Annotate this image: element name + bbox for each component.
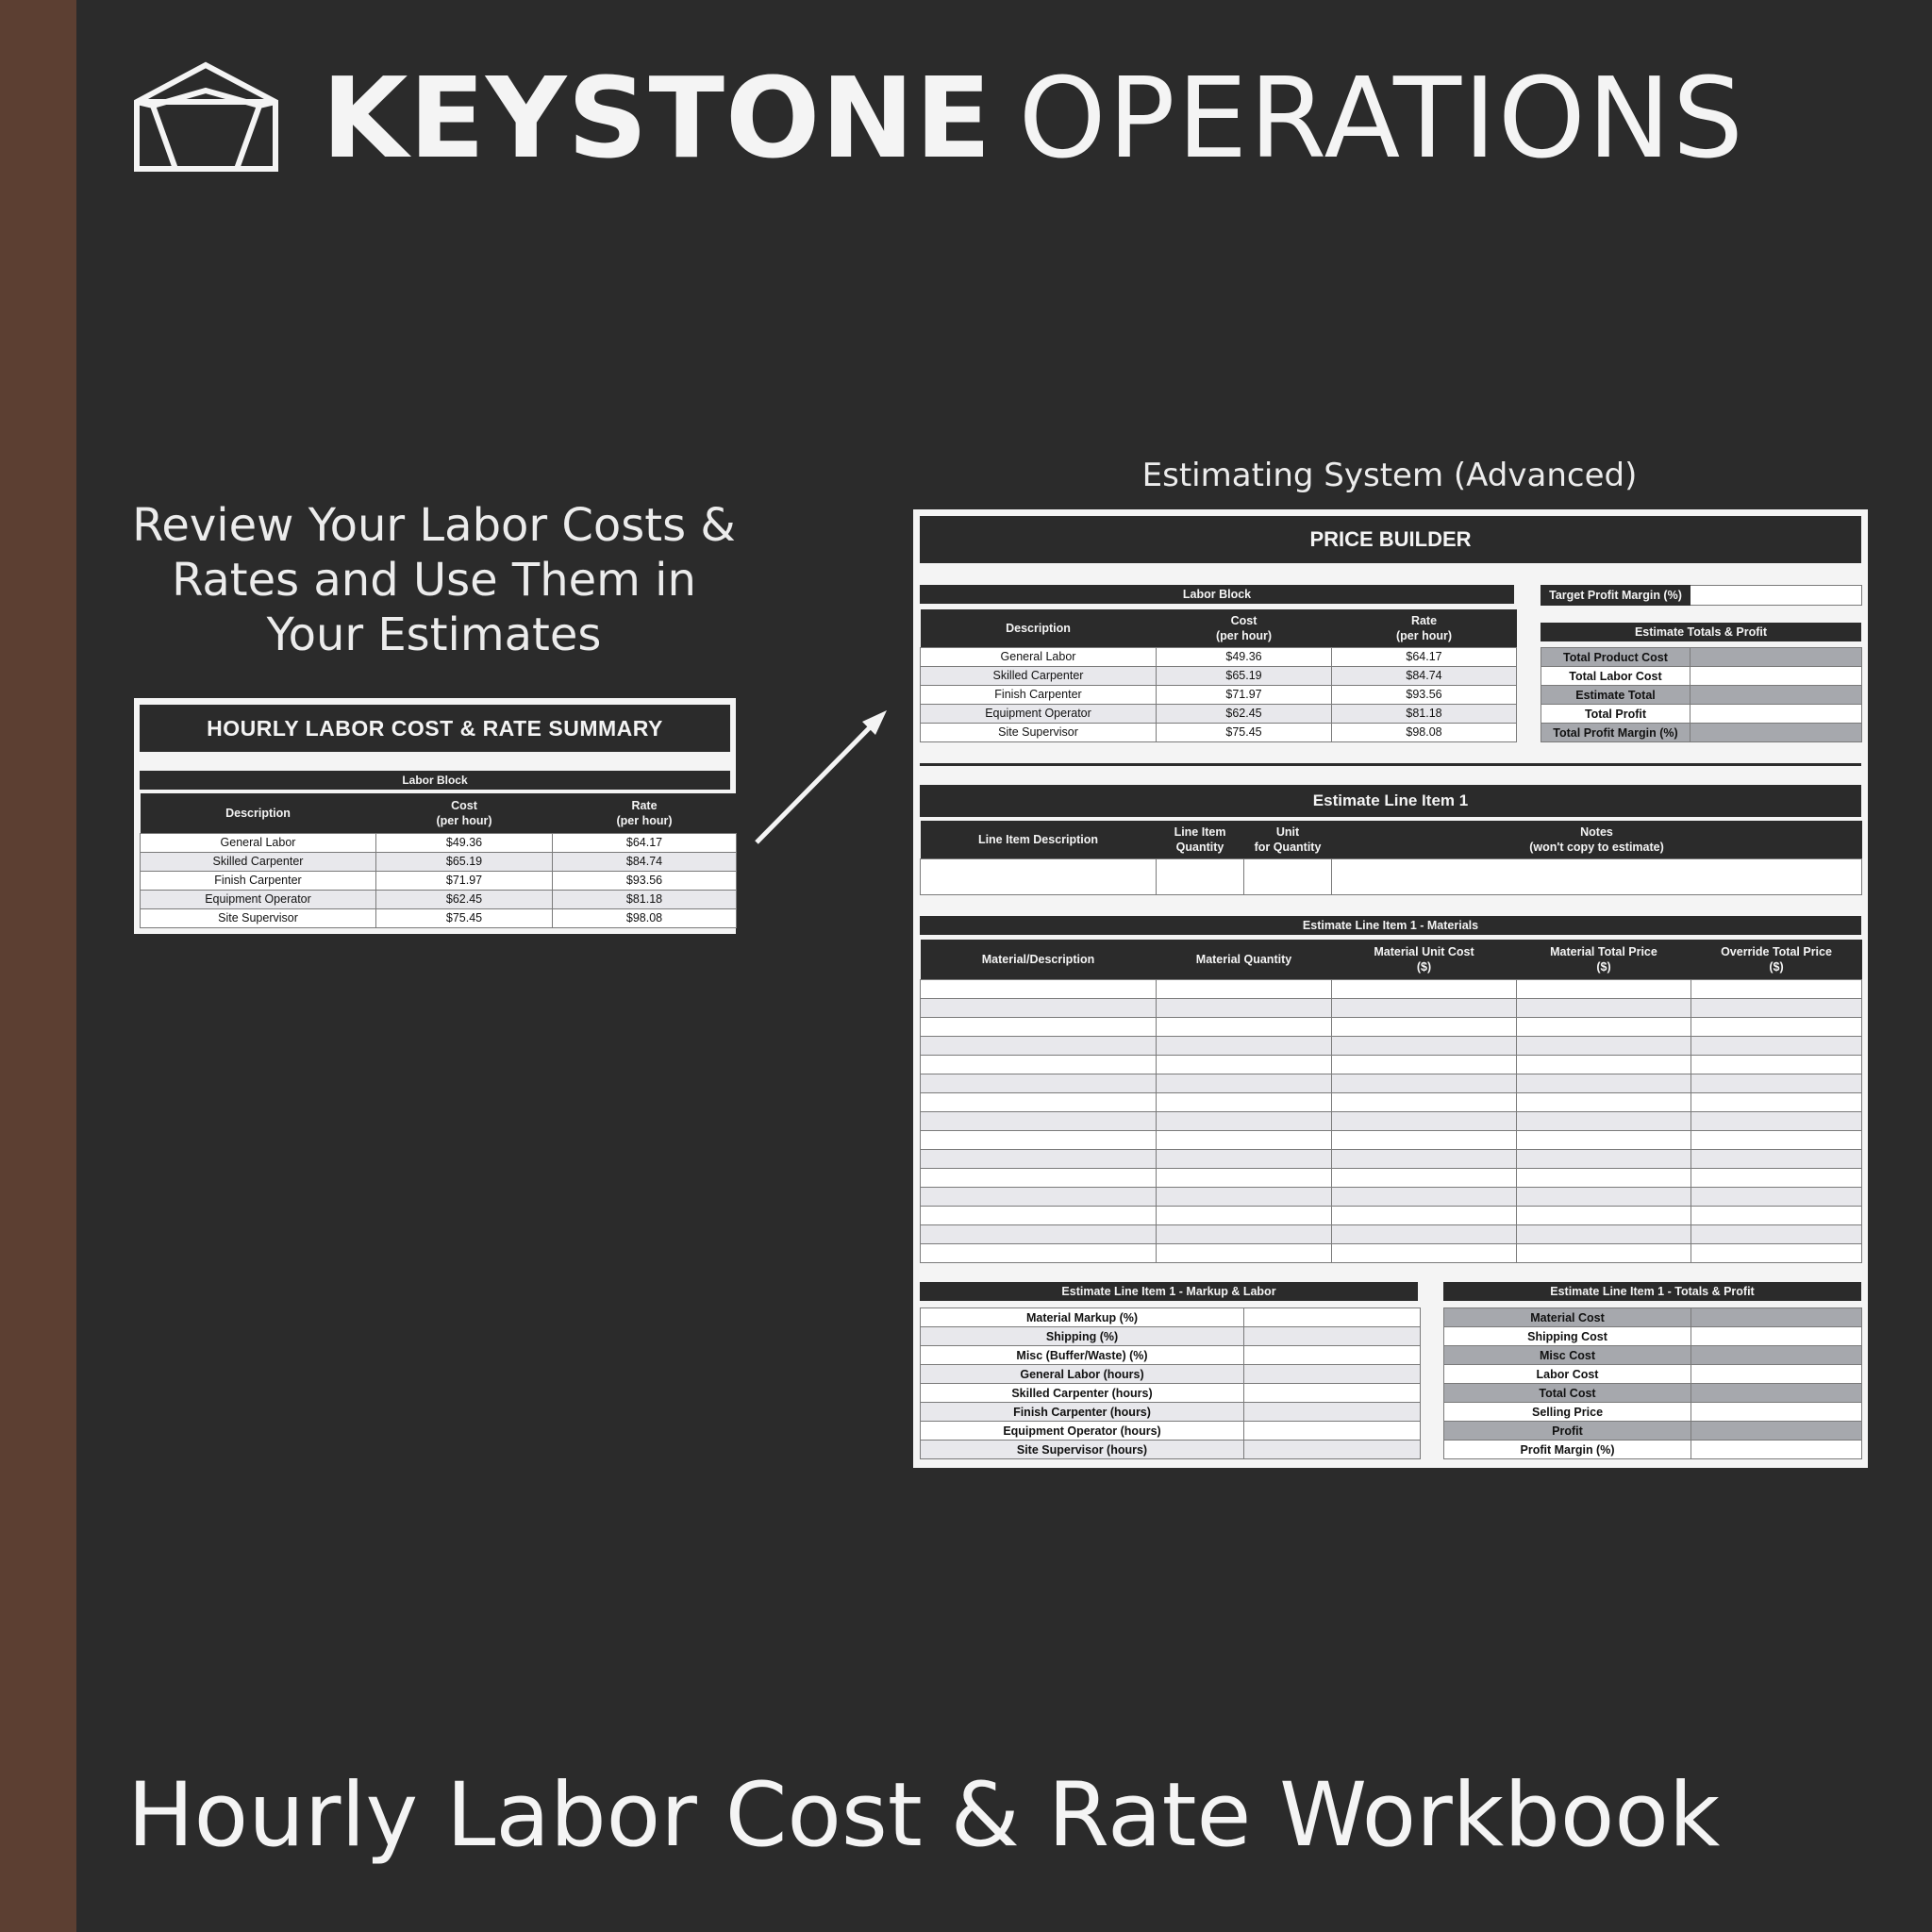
table-row [921,1365,1421,1384]
row-rate[interactable]: $98.08 [1332,723,1517,741]
material-unit-cost-cell[interactable] [1332,998,1517,1017]
table-row [1444,1308,1862,1327]
material-quantity-cell[interactable] [1157,1187,1332,1206]
row-rate[interactable]: $93.56 [1332,685,1517,704]
material-description-cell[interactable] [921,1168,1157,1187]
row-description[interactable]: Skilled Carpenter [141,852,376,871]
material-description-cell[interactable] [921,1055,1157,1074]
labor-block-table [920,609,1517,742]
table-row [1541,705,1862,724]
markup-input[interactable] [1244,1327,1421,1346]
material-total-price-cell[interactable] [1517,1243,1691,1262]
table-row [141,852,737,871]
material-unit-cost-cell[interactable] [1332,1206,1517,1224]
material-quantity-cell[interactable] [1157,1092,1332,1111]
material-unit-cost-cell[interactable] [1332,1036,1517,1055]
material-unit-cost-cell[interactable] [1332,1168,1517,1187]
tagline-line: Your Estimates [266,608,602,661]
line-total-value[interactable] [1691,1403,1862,1422]
row-description[interactable]: Equipment Operator [141,890,376,908]
material-quantity-cell[interactable] [1157,1055,1332,1074]
col-header-material-total-price: Material Total Price ($) [1517,940,1691,979]
labor-block-label: Labor Block [920,585,1514,604]
material-quantity-cell[interactable] [1157,1036,1332,1055]
target-margin-table [1541,585,1862,606]
table-row [921,1168,1862,1187]
material-unit-cost-cell[interactable] [1332,1092,1517,1111]
brand-name-light: OPERATIONS [1018,53,1745,183]
estimate-totals-label: Estimate Totals & Profit [1541,623,1861,641]
summary-block-label: Labor Block [140,771,730,790]
markup-labor-table [920,1307,1421,1459]
markup-input[interactable] [1244,1346,1421,1365]
col-header-material-quantity: Material Quantity [1157,940,1332,979]
override-total-price-cell[interactable] [1691,1017,1862,1036]
table-row [921,1441,1421,1459]
row-cost[interactable]: $65.19 [1157,666,1332,685]
markup-label: Shipping (%) [921,1327,1244,1346]
line-total-label: Profit [1444,1422,1691,1441]
line-total-label: Misc Cost [1444,1346,1691,1365]
markup-input[interactable] [1244,1384,1421,1403]
override-total-price-cell[interactable] [1691,1130,1862,1149]
material-quantity-cell[interactable] [1157,1206,1332,1224]
line-item-description-input[interactable] [921,858,1157,894]
material-quantity-cell[interactable] [1157,1243,1332,1262]
material-total-price-cell[interactable] [1517,1055,1691,1074]
table-row [921,1111,1862,1130]
override-total-price-cell[interactable] [1691,1168,1862,1187]
material-total-price-cell[interactable] [1517,1206,1691,1224]
material-description-cell[interactable] [921,1243,1157,1262]
material-description-cell[interactable] [921,1224,1157,1243]
table-row [1541,648,1862,667]
material-quantity-cell[interactable] [1157,1130,1332,1149]
table-row [1444,1365,1862,1384]
override-total-price-cell[interactable] [1691,1243,1862,1262]
material-description-cell[interactable] [921,1111,1157,1130]
table-row [921,1149,1862,1168]
materials-label: Estimate Line Item 1 - Materials [920,916,1861,935]
markup-label: Misc (Buffer/Waste) (%) [921,1346,1244,1365]
line-total-label: Total Cost [1444,1384,1691,1403]
table-row [1444,1422,1862,1441]
override-total-price-cell[interactable] [1691,1036,1862,1055]
override-total-price-cell[interactable] [1691,998,1862,1017]
material-total-price-cell[interactable] [1517,1111,1691,1130]
labor-summary-card [134,698,736,934]
table-row [1444,1441,1862,1459]
table-row [1541,724,1862,742]
table-row [921,1130,1862,1149]
row-rate[interactable]: $64.17 [1332,647,1517,666]
col-header-unit: Unit for Quantity [1244,821,1332,858]
material-unit-cost-cell[interactable] [1332,1149,1517,1168]
row-description[interactable]: General Labor [141,833,376,852]
override-total-price-cell[interactable] [1691,979,1862,998]
markup-input[interactable] [1244,1308,1421,1327]
material-total-price-cell[interactable] [1517,1168,1691,1187]
table-row [921,1055,1862,1074]
row-rate[interactable]: $84.74 [553,852,737,871]
material-description-cell[interactable] [921,979,1157,998]
row-cost[interactable]: $49.36 [376,833,553,852]
markup-label: General Labor (hours) [921,1365,1244,1384]
col-header-description: Description [141,793,376,833]
brand-name-bold: KEYSTONE [322,53,992,183]
table-row [141,890,737,908]
override-total-price-cell[interactable] [1691,1206,1862,1224]
line-total-label: Material Cost [1444,1308,1691,1327]
target-margin-input[interactable] [1690,586,1862,606]
override-total-price-cell[interactable] [1691,1224,1862,1243]
material-unit-cost-cell[interactable] [1332,1017,1517,1036]
material-description-cell[interactable] [921,1036,1157,1055]
row-cost[interactable]: $62.45 [376,890,553,908]
line-total-value[interactable] [1691,1422,1862,1441]
table-row [921,998,1862,1017]
total-value[interactable] [1690,667,1862,686]
material-total-price-cell[interactable] [1517,1074,1691,1092]
table-row [1444,1346,1862,1365]
row-rate[interactable]: $98.08 [553,908,737,927]
table-row [921,685,1517,704]
side-stripe [0,0,76,1932]
material-unit-cost-cell[interactable] [1332,1224,1517,1243]
line-total-value[interactable] [1691,1441,1862,1459]
markup-input[interactable] [1244,1422,1421,1441]
total-value[interactable] [1690,648,1862,667]
line-totals-label: Estimate Line Item 1 - Totals & Profit [1443,1282,1861,1301]
col-header-cost: Cost (per hour) [376,793,553,833]
override-total-price-cell[interactable] [1691,1055,1862,1074]
material-total-price-cell[interactable] [1517,1036,1691,1055]
row-cost[interactable]: $71.97 [376,871,553,890]
override-total-price-cell[interactable] [1691,1111,1862,1130]
material-description-cell[interactable] [921,1092,1157,1111]
col-header-line-item-description: Line Item Description [921,821,1157,858]
markup-input[interactable] [1244,1365,1421,1384]
col-header-rate: Rate (per hour) [1332,609,1517,647]
table-row [921,1092,1862,1111]
table-row [921,1187,1862,1206]
material-unit-cost-cell[interactable] [1332,1111,1517,1130]
row-rate[interactable]: $93.56 [553,871,737,890]
material-description-cell[interactable] [921,1017,1157,1036]
line-item-title: Estimate Line Item 1 [920,785,1861,817]
tagline [113,498,755,662]
material-quantity-cell[interactable] [1157,1168,1332,1187]
col-header-description: Description [921,609,1157,647]
row-description[interactable]: Finish Carpenter [141,871,376,890]
col-header-line-item-quantity: Line Item Quantity [1157,821,1244,858]
material-unit-cost-cell[interactable] [1332,1074,1517,1092]
table-row [921,1346,1421,1365]
table-row [921,858,1862,894]
material-description-cell[interactable] [921,1130,1157,1149]
material-description-cell[interactable] [921,1206,1157,1224]
line-item-table [920,821,1862,895]
summary-table [140,793,737,928]
line-total-value[interactable] [1691,1346,1862,1365]
material-description-cell[interactable] [921,1149,1157,1168]
material-total-price-cell[interactable] [1517,998,1691,1017]
material-quantity-cell[interactable] [1157,1149,1332,1168]
markup-label: Skilled Carpenter (hours) [921,1384,1244,1403]
tagline-line: Rates and Use Them in [172,554,696,607]
row-description[interactable]: Site Supervisor [921,723,1157,741]
markup-labor-label: Estimate Line Item 1 - Markup & Labor [920,1282,1418,1301]
table-row [1541,667,1862,686]
row-cost[interactable]: $71.97 [1157,685,1332,704]
markup-label: Material Markup (%) [921,1308,1244,1327]
system-caption: Estimating System (Advanced) [1141,457,1638,494]
col-header-cost: Cost (per hour) [1157,609,1332,647]
table-row [921,1422,1421,1441]
row-cost[interactable]: $75.45 [1157,723,1332,741]
table-row [921,723,1517,741]
markup-label: Equipment Operator (hours) [921,1422,1244,1441]
override-total-price-cell[interactable] [1691,1092,1862,1111]
arrow-icon [745,703,896,854]
material-unit-cost-cell[interactable] [1332,1055,1517,1074]
row-cost[interactable]: $75.45 [376,908,553,927]
summary-title: HOURLY LABOR COST & RATE SUMMARY [140,705,730,752]
table-row [141,833,737,852]
workbook-title: Hourly Labor Cost & Rate Workbook [127,1764,1721,1867]
total-value[interactable] [1690,686,1862,705]
table-row [921,1074,1862,1092]
table-row [921,1017,1862,1036]
line-item-quantity-input[interactable] [1157,858,1244,894]
material-total-price-cell[interactable] [1517,1149,1691,1168]
total-label: Total Product Cost [1541,648,1690,667]
override-total-price-cell[interactable] [1691,1149,1862,1168]
price-builder-sheet [913,509,1868,1468]
material-total-price-cell[interactable] [1517,1130,1691,1149]
table-row [921,647,1517,666]
material-quantity-cell[interactable] [1157,1224,1332,1243]
row-cost[interactable]: $65.19 [376,852,553,871]
unit-input[interactable] [1244,858,1332,894]
table-row [921,1036,1862,1055]
row-cost[interactable]: $49.36 [1157,647,1332,666]
table-row [921,1206,1862,1224]
markup-label: Finish Carpenter (hours) [921,1403,1244,1422]
row-rate[interactable]: $81.18 [1332,704,1517,723]
total-label: Estimate Total [1541,686,1690,705]
brand-header [134,53,1745,183]
table-row [921,1403,1421,1422]
markup-input[interactable] [1244,1403,1421,1422]
material-quantity-cell[interactable] [1157,979,1332,998]
line-total-label: Selling Price [1444,1403,1691,1422]
materials-rows [921,979,1862,1262]
table-row [1444,1327,1862,1346]
override-total-price-cell[interactable] [1691,1187,1862,1206]
material-description-cell[interactable] [921,998,1157,1017]
table-row [1444,1384,1862,1403]
material-total-price-cell[interactable] [1517,979,1691,998]
row-rate[interactable]: $84.74 [1332,666,1517,685]
row-description[interactable]: Skilled Carpenter [921,666,1157,685]
material-description-cell[interactable] [921,1074,1157,1092]
estimate-totals-table [1541,647,1862,742]
table-row [921,666,1517,685]
markup-input[interactable] [1244,1441,1421,1459]
table-row [921,979,1862,998]
material-unit-cost-cell[interactable] [1332,979,1517,998]
target-margin-label: Target Profit Margin (%) [1541,586,1690,606]
line-total-label: Shipping Cost [1444,1327,1691,1346]
material-quantity-cell[interactable] [1157,1111,1332,1130]
col-header-material-unit-cost: Material Unit Cost ($) [1332,940,1517,979]
row-rate[interactable]: $64.17 [553,833,737,852]
material-total-price-cell[interactable] [1517,1187,1691,1206]
total-label: Total Profit [1541,705,1690,724]
row-description[interactable]: General Labor [921,647,1157,666]
material-quantity-cell[interactable] [1157,1074,1332,1092]
table-row [921,1243,1862,1262]
table-row [1444,1403,1862,1422]
row-description[interactable]: Finish Carpenter [921,685,1157,704]
col-header-notes: Notes (won't copy to estimate) [1332,821,1862,858]
materials-table [920,940,1862,1263]
line-total-label: Labor Cost [1444,1365,1691,1384]
row-rate[interactable]: $81.18 [553,890,737,908]
line-totals-table [1443,1307,1862,1459]
material-unit-cost-cell[interactable] [1332,1130,1517,1149]
material-description-cell[interactable] [921,1187,1157,1206]
total-label: Total Labor Cost [1541,667,1690,686]
notes-input[interactable] [1332,858,1862,894]
row-cost[interactable]: $62.45 [1157,704,1332,723]
material-total-price-cell[interactable] [1517,1017,1691,1036]
line-total-value[interactable] [1691,1365,1862,1384]
line-total-label: Profit Margin (%) [1444,1441,1691,1459]
table-row [921,1384,1421,1403]
material-total-price-cell[interactable] [1517,1224,1691,1243]
line-total-value[interactable] [1691,1308,1862,1327]
table-row [921,1224,1862,1243]
table-row [921,1327,1421,1346]
override-total-price-cell[interactable] [1691,1074,1862,1092]
material-total-price-cell[interactable] [1517,1092,1691,1111]
line-total-value[interactable] [1691,1384,1862,1403]
total-value[interactable] [1690,705,1862,724]
table-row [141,871,737,890]
col-header-rate: Rate (per hour) [553,793,737,833]
house-outline-icon [134,61,278,175]
material-unit-cost-cell[interactable] [1332,1187,1517,1206]
price-builder-title: PRICE BUILDER [920,516,1861,563]
total-value[interactable] [1690,724,1862,742]
col-header-material-description: Material/Description [921,940,1157,979]
table-row [141,908,737,927]
section-divider [920,763,1861,766]
table-row [921,1308,1421,1327]
tagline-line: Review Your Labor Costs & [132,499,736,552]
total-label: Total Profit Margin (%) [1541,724,1690,742]
markup-label: Site Supervisor (hours) [921,1441,1244,1459]
material-unit-cost-cell[interactable] [1332,1243,1517,1262]
row-description[interactable]: Equipment Operator [921,704,1157,723]
table-row [921,704,1517,723]
line-total-value[interactable] [1691,1327,1862,1346]
col-header-override-total-price: Override Total Price ($) [1691,940,1862,979]
row-description[interactable]: Site Supervisor [141,908,376,927]
material-quantity-cell[interactable] [1157,998,1332,1017]
table-row [1541,686,1862,705]
material-quantity-cell[interactable] [1157,1017,1332,1036]
